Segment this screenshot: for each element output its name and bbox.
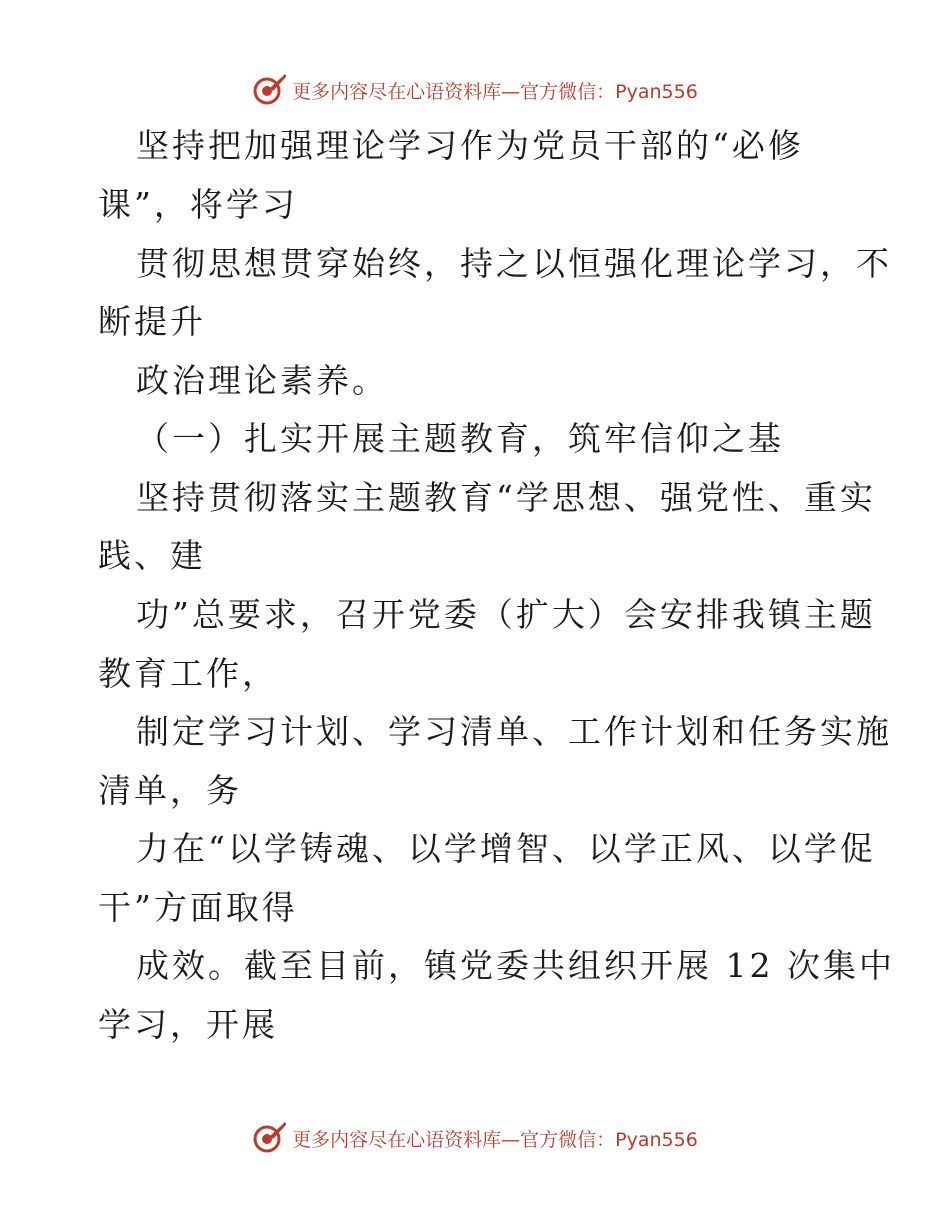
pen-logo-icon <box>252 73 286 107</box>
body-line: 力在“以学铸魂、以学增智、以学正风、以学促 <box>136 829 876 868</box>
body-line: 干”方面取得 <box>98 888 298 927</box>
body-line: 功”总要求，召开党委（扩大）会安排我镇主题 <box>136 595 876 634</box>
body-line: 学习，开展 <box>98 1005 278 1044</box>
body-line: 政治理论素养。 <box>136 361 388 400</box>
footer-watermark-text: 更多内容尽在心语资料库—官方微信：Pyan556 <box>292 1128 698 1151</box>
header-watermark <box>0 70 950 110</box>
body-line: 践、建 <box>98 536 206 575</box>
body-line: 课”，将学习 <box>98 185 298 224</box>
body-line: 制定学习计划、学习清单、工作计划和任务实施 <box>136 712 892 751</box>
body-line: 清单，务 <box>98 771 242 810</box>
header-watermark-text: 更多内容尽在心语资料库—官方微信：Pyan556 <box>292 80 698 103</box>
body-line: 贯彻思想贯穿始终，持之以恒强化理论学习，不 <box>136 244 892 283</box>
body-line: 成效。截至目前，镇党委共组织开展 12 次集中 <box>136 946 895 985</box>
body-line: 断提升 <box>98 302 206 341</box>
footer-watermark <box>0 1118 950 1158</box>
section-heading: （一）扎实开展主题教育，筑牢信仰之基 <box>136 419 784 458</box>
pen-logo-icon <box>252 1121 286 1155</box>
body-line: 坚持贯彻落实主题教育“学思想、强党性、重实 <box>136 478 876 517</box>
body-line: 坚持把加强理论学习作为党员干部的“必修 <box>136 126 804 165</box>
body-line: 教育工作， <box>98 654 278 693</box>
